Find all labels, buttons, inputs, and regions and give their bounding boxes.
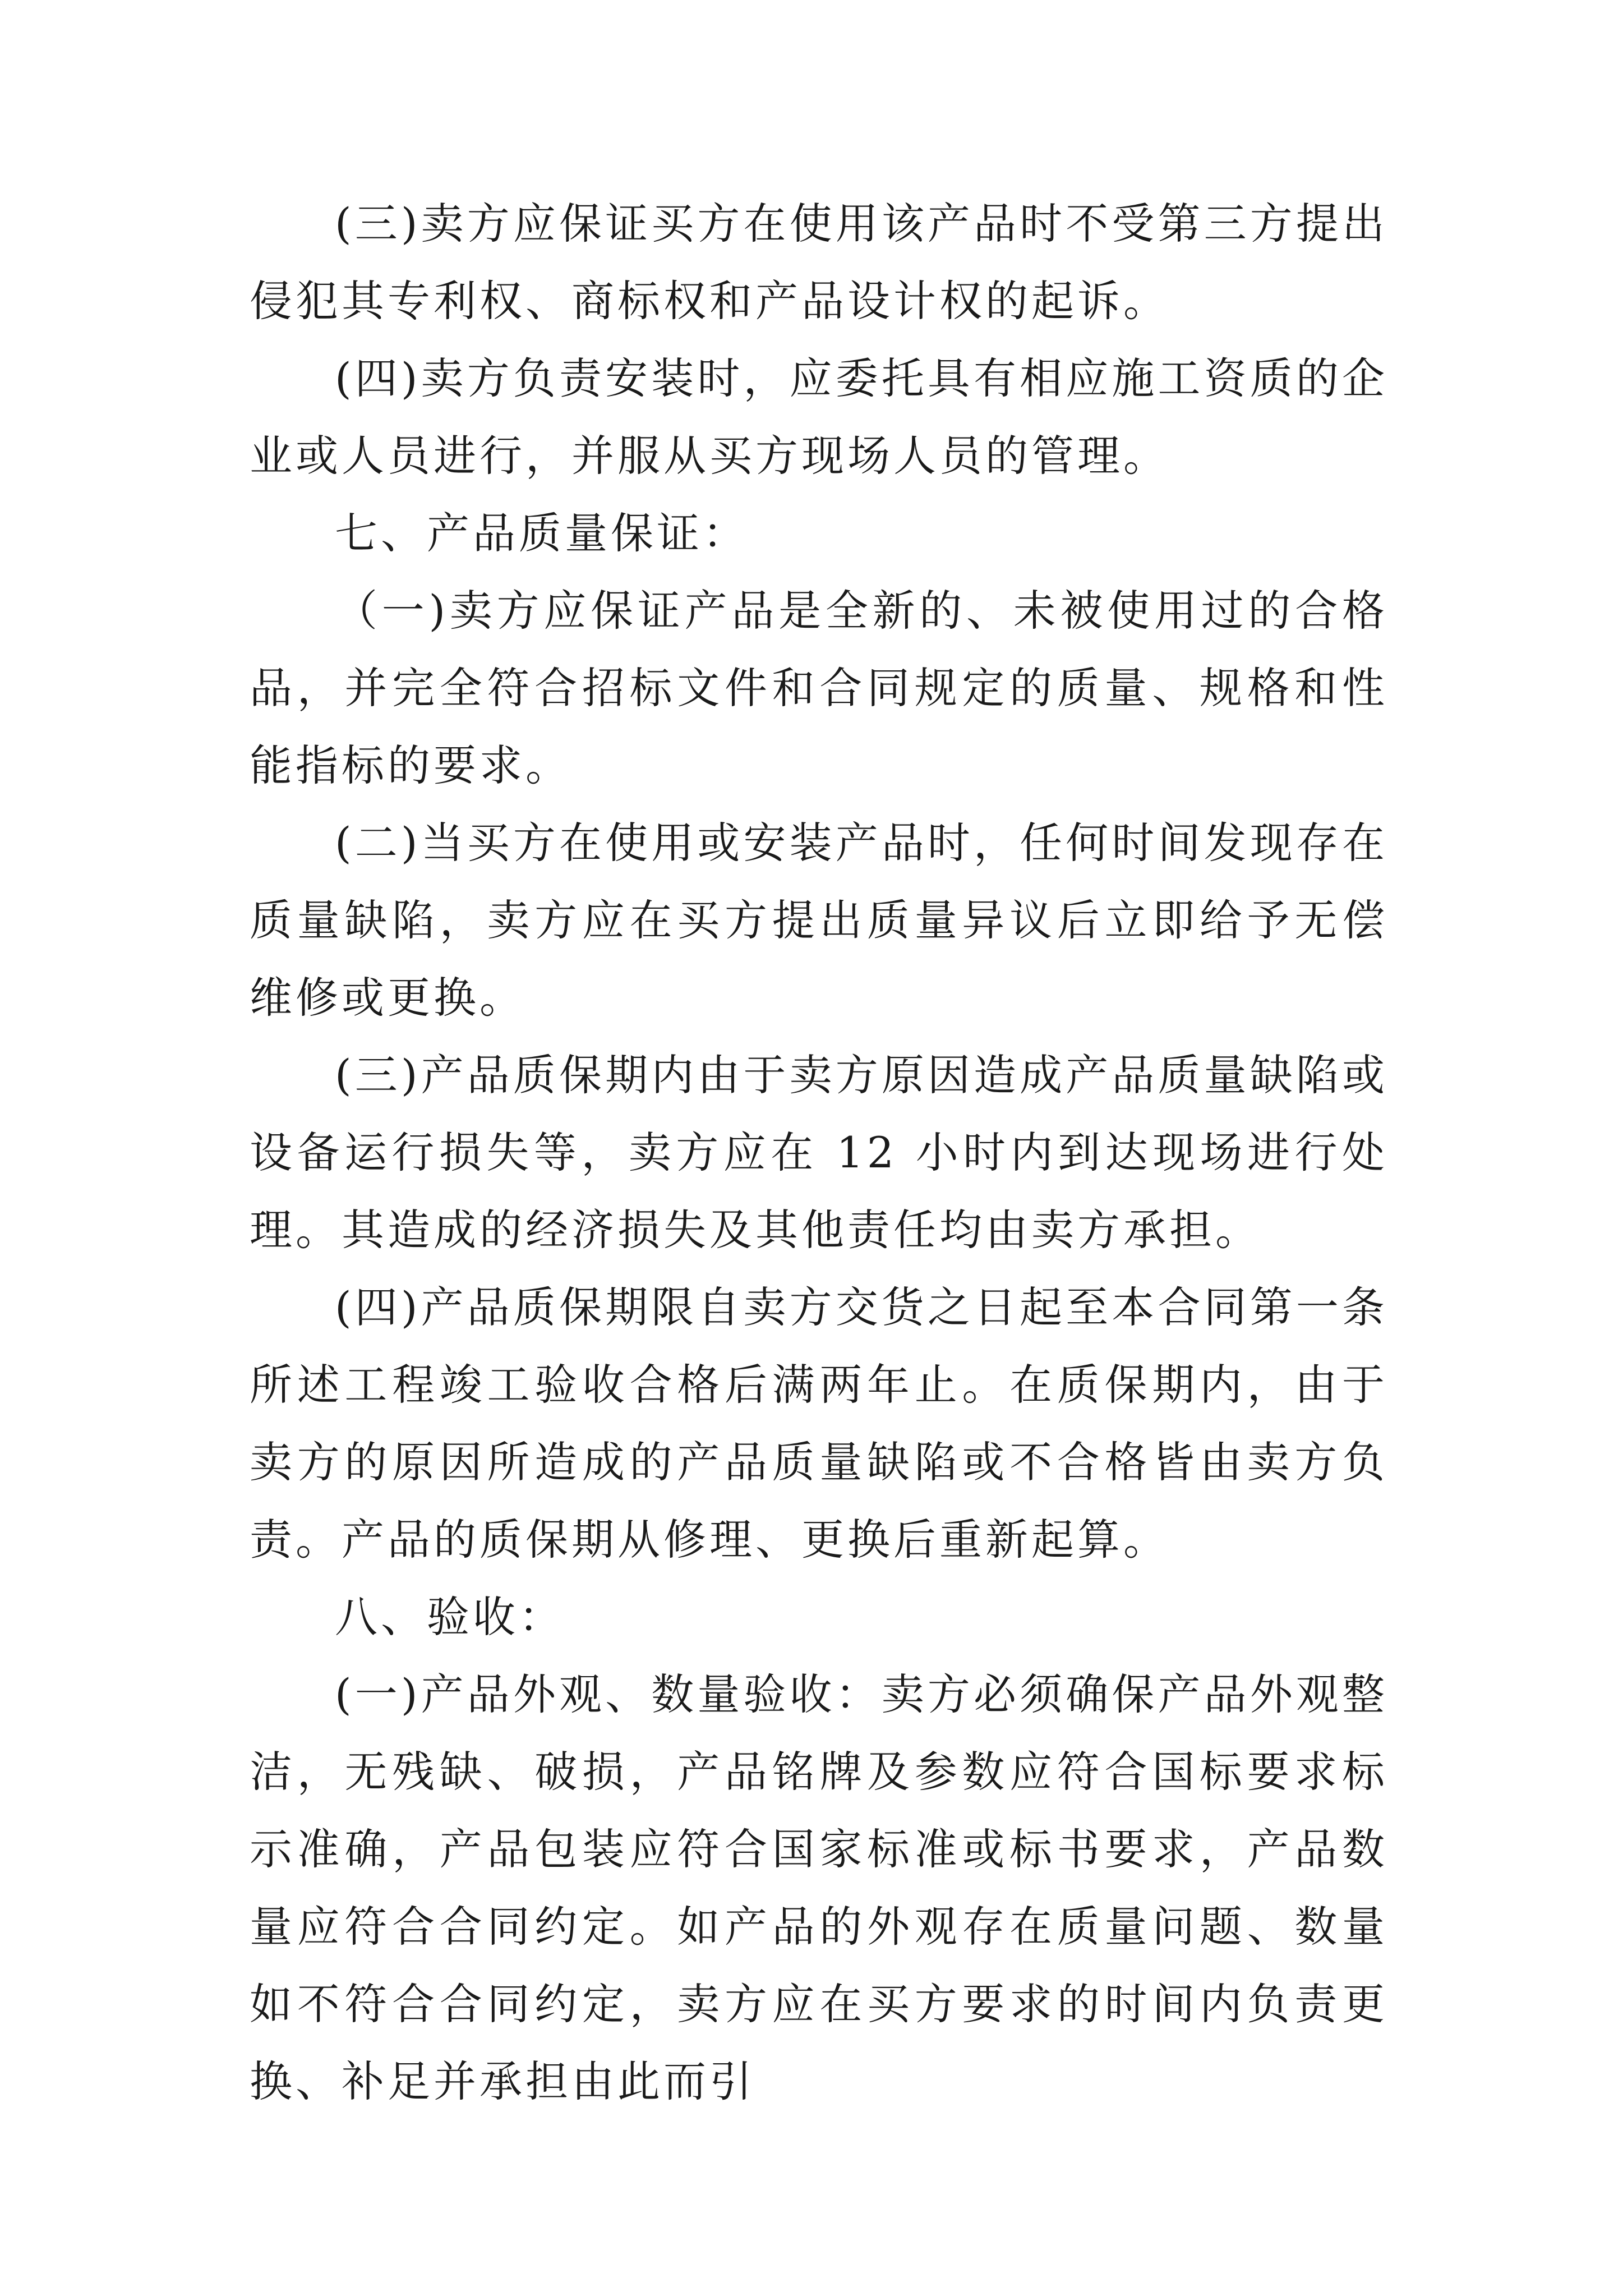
- paragraph-warranty-period: (四)产品质保期限自卖方交货之日起至本合同第一条所述工程竣工验收合格后满两年止。在质保期内，由于卖方的原因所造成的产品质量缺陷或不合格皆由卖方负责。产品的质保期从修理、更换后重新起算。: [250, 1282, 1388, 1565]
- paragraph-new-qualified-products: （一)卖方应保证产品是全新的、未被使用过的合格品，并完全符合招标文件和合同规定的质量、规格和性能指标的要求。: [250, 586, 1388, 790]
- document-body: [250, 185, 1388, 2120]
- paragraph-appearance-quantity-acceptance: (一)产品外观、数量验收：卖方必须确保产品外观整洁，无残缺、破损，产品铭牌及参数应符合国标要求标示准确，产品包装应符合国家标准或标书要求，产品数量应符合合同约定。如产品的外观存在质量问题、数量如不符合合同约定，卖方应在买方要求的时间内负责更换、补足并承担由此而引: [250, 1669, 1388, 2106]
- paragraph-warranty-onsite-response: (三)产品质保期内由于卖方原因造成产品质量缺陷或设备运行损失等，卖方应在 12 小时内到达现场进行处理。其造成的经济损失及其他责任均由卖方承担。: [250, 1050, 1388, 1255]
- section-heading-quality-guarantee: 七、产品质量保证：: [335, 508, 749, 558]
- section-heading-acceptance: 八、验收：: [335, 1592, 565, 1642]
- paragraph-seller-ip-guarantee: (三)卖方应保证买方在使用该产品时不受第三方提出侵犯其专利权、商标权和产品设计权的起诉。: [250, 199, 1388, 326]
- paragraph-seller-installation: (四)卖方负责安装时，应委托具有相应施工资质的企业或人员进行，并服从买方现场人员的管理。: [250, 353, 1388, 481]
- paragraph-defect-repair: (二)当买方在使用或安装产品时，任何时间发现存在质量缺陷，卖方应在买方提出质量异议后立即给予无偿维修或更换。: [250, 818, 1388, 1023]
